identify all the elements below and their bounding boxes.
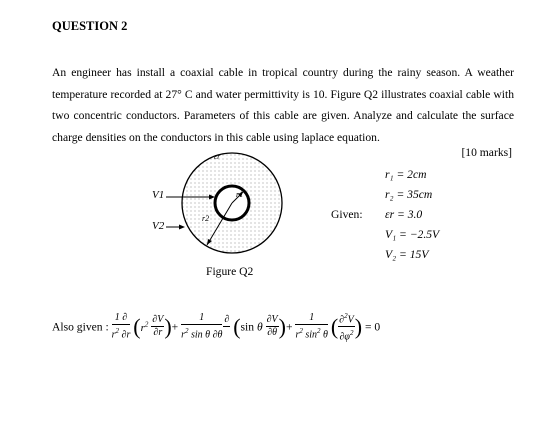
v1-label: V1 [152, 189, 165, 201]
v2-label: V2 [152, 220, 165, 232]
equation-result: = 0 [364, 320, 381, 334]
given-line: r₂ = 35cm [385, 188, 433, 201]
given-line: V₂ = 15V [385, 248, 429, 261]
given-label: Given: [331, 208, 363, 221]
r1-label: r1 [236, 190, 244, 199]
figure-caption: Figure Q2 [206, 265, 254, 278]
question-paragraph: An engineer has install a coaxial cable in tropical country during the rainy season. A weather temperature recorded at 27° C and water permittivity is 10. Figure Q2 illustrates coaxial cable with two concentric conductors. Parameters of this cable are given. Analyze and calculate the surface charge densities on the conductors in this cable using laplace equation. [52, 66, 514, 144]
given-line: V₁ = −2.5V [385, 228, 440, 241]
question-title: QUESTION 2 [52, 19, 128, 33]
given-line: εr = 3.0 [385, 208, 423, 221]
coaxial-cable-figure [150, 150, 290, 262]
r2-label: r2 [202, 214, 210, 223]
epsilon-label: εr [214, 152, 221, 161]
laplace-equation: Also given : $\frac{1 \partial}{r^2 \partial r}$ ($r^2$ $\frac{\partial V}{\partial r}$ )+ $\frac{1}{r^2 \sin \theta \partial\theta}$ ∂ (sin θ $\frac{\partial V}{\partial\theta}$ )+ $\frac{1}{r^2 \sin^2 \theta}$ ( $\frac{\partial^2V}{\partial\varphi^2}$ ) = 0 [52, 312, 381, 343]
marks-label: [10 marks] [461, 146, 512, 159]
equation-prefix: Also given : [52, 320, 109, 334]
given-line: r₁ = 2cm [385, 168, 427, 181]
